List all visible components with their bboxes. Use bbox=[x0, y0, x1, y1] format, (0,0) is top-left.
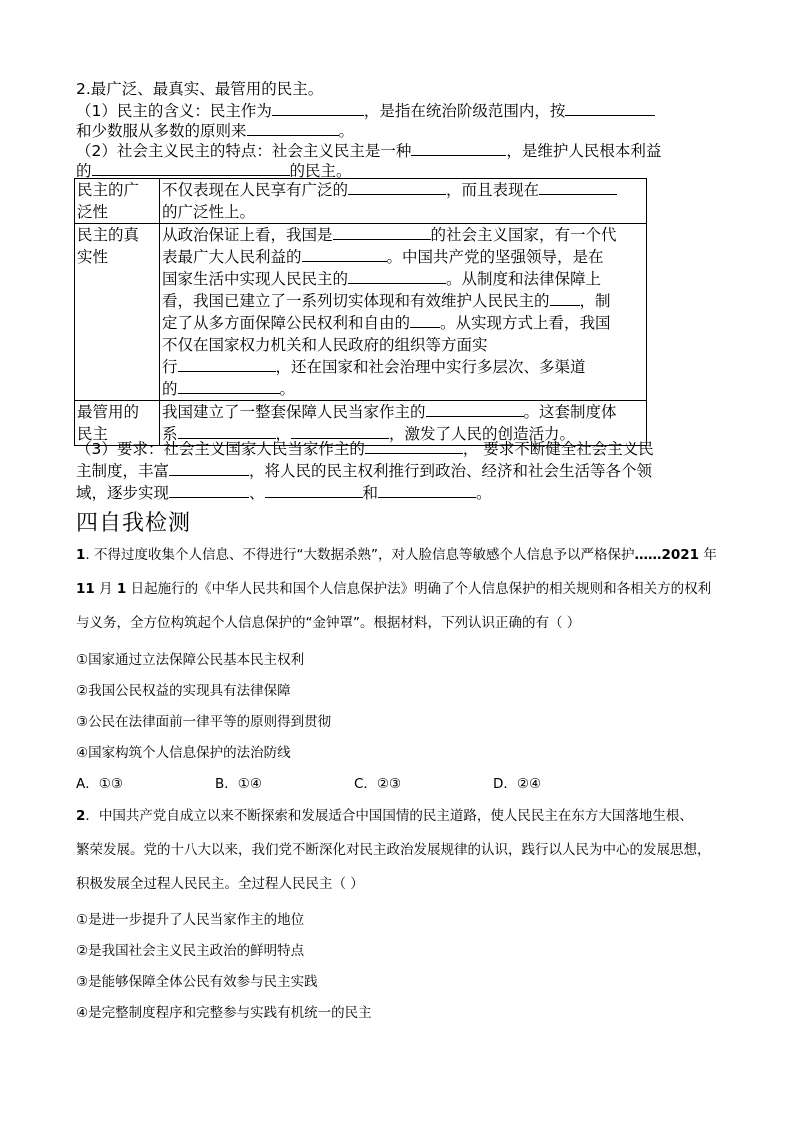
text: 的 bbox=[76, 162, 92, 180]
text: （2）社会主义民主的特点：社会主义民主是一种 bbox=[76, 142, 412, 160]
text: 。 bbox=[279, 380, 296, 398]
text: 。 bbox=[476, 484, 492, 502]
question-2-statement-2: ②是我国社会主义民主政治的鲜明特点 bbox=[76, 943, 305, 959]
text: 1 bbox=[116, 581, 127, 597]
text: 不仅表现在人民享有广泛的 bbox=[162, 181, 349, 199]
text: 从政治保证上看，我国是 bbox=[162, 226, 333, 244]
democracy-features-table bbox=[74, 178, 647, 446]
text: 的广泛性上。 bbox=[162, 203, 256, 221]
row-content bbox=[160, 179, 647, 224]
requirement-line-1 bbox=[76, 438, 654, 460]
text: 年 bbox=[699, 547, 717, 563]
question-number: 2 bbox=[76, 808, 86, 824]
text: ，而且表现在 bbox=[446, 181, 540, 199]
question-1-statement-4: ④国家构筑个人信息保护的法治防线 bbox=[76, 745, 291, 761]
question-1-choices bbox=[76, 772, 541, 792]
answer-blank[interactable] bbox=[539, 179, 617, 195]
answer-blank[interactable] bbox=[178, 356, 276, 372]
text: ，还在国家和社会治理中实行多层次、多渠道 bbox=[275, 358, 586, 376]
text: 与义务，全方位构筑起个人信息保护的“金钟罩”。根据材料，下列认识正确的有（ ） bbox=[76, 615, 581, 631]
text: 的社会主义国家，有一个代 bbox=[430, 226, 617, 244]
row-header bbox=[75, 179, 160, 224]
question-1-line-3 bbox=[76, 613, 580, 633]
text: ， bbox=[275, 425, 292, 443]
socialist-democracy-line-1 bbox=[76, 140, 661, 162]
answer-blank[interactable] bbox=[378, 482, 476, 498]
answer-blank[interactable] bbox=[410, 312, 440, 328]
text: 和 bbox=[362, 484, 379, 502]
row-header-text: 最管用的 bbox=[77, 403, 140, 421]
text: 主制度，丰富 bbox=[76, 462, 170, 480]
text: 、 bbox=[249, 484, 265, 502]
question-1-statement-3: ③公民在法律面前一律平等的原则得到贯彻 bbox=[76, 714, 332, 730]
democracy-meaning-line-2 bbox=[76, 120, 354, 142]
text: 域，逐步实现 bbox=[76, 484, 170, 502]
answer-blank[interactable] bbox=[426, 401, 524, 417]
text: 行 bbox=[162, 358, 178, 376]
text: 。这套制度体 bbox=[523, 403, 617, 421]
row-header-text: 民主 bbox=[77, 425, 109, 443]
text: 不仅在国家权力机关和人民政府的组织等方面实 bbox=[162, 336, 488, 354]
answer-blank[interactable] bbox=[178, 378, 280, 394]
question-2-line-1 bbox=[76, 806, 693, 826]
answer-blank[interactable] bbox=[92, 160, 290, 176]
text: 表最广大人民利益的 bbox=[162, 248, 302, 266]
text: . 不得过度收集个人信息、不得进行“大数据杀熟”，对人脸信息等敏感个人信息予以严格保护 bbox=[85, 547, 635, 563]
choice-c[interactable]: C．②③ bbox=[354, 776, 402, 792]
text: 和少数服从多数的原则来 bbox=[76, 122, 247, 140]
text: 的民主。 bbox=[289, 162, 352, 180]
question-2-line-3: 积极发展全过程人民民主。全过程人民民主（ ） bbox=[76, 876, 364, 892]
row-header-text: 民主的真 bbox=[77, 226, 140, 244]
text: 日起施行的《中华人民共和国个人信息保护法》明确了个人信息保护的相关规则和各相关方的权利 bbox=[126, 581, 712, 597]
row-header bbox=[75, 224, 160, 401]
answer-blank[interactable] bbox=[348, 268, 446, 284]
question-2-line-2: 繁荣发展。党的十八大以来，我们党不断深化对民主政治发展规律的认识，践行以人民为中心的发展思想， bbox=[76, 842, 711, 858]
row-header-text: 泛性 bbox=[77, 203, 109, 221]
question-1-statement-2: ②我国公民权益的实现具有法律保障 bbox=[76, 683, 291, 699]
text: ，制 bbox=[579, 292, 611, 310]
question-2-statement-4: ④是完整制度程序和完整参与实践有机统一的民主 bbox=[76, 1005, 372, 1021]
answer-blank[interactable] bbox=[272, 100, 364, 116]
text: （1）民主的含义：民主作为 bbox=[76, 102, 272, 120]
table-row bbox=[75, 224, 647, 401]
table-row bbox=[75, 179, 647, 224]
answer-blank[interactable] bbox=[169, 460, 249, 476]
answer-blank[interactable] bbox=[265, 482, 363, 498]
text: 的 bbox=[162, 380, 178, 398]
text: 。 bbox=[338, 122, 355, 140]
answer-blank[interactable] bbox=[550, 290, 580, 306]
subsection-title-text: 2.最广泛、最真实、最管用的民主。 bbox=[76, 80, 324, 98]
text: ，是维护人民根本利益 bbox=[506, 142, 662, 160]
row-header-text: 实性 bbox=[77, 248, 109, 266]
answer-blank[interactable] bbox=[302, 246, 387, 262]
section-heading: 四自我检测 bbox=[76, 511, 192, 536]
question-1-statement-1: ①国家通过立法保障公民基本民主权利 bbox=[76, 652, 305, 668]
question-1-line-2 bbox=[76, 579, 711, 599]
row-content bbox=[160, 224, 647, 401]
choice-d[interactable]: D．②④ bbox=[493, 776, 542, 792]
answer-blank[interactable] bbox=[333, 224, 431, 240]
answer-blank[interactable] bbox=[291, 423, 389, 439]
text: 。从制度和法律保障上 bbox=[446, 270, 602, 288]
row-header-text: 民主的广 bbox=[77, 181, 140, 199]
text: 看，我国已建立了一系列切实体现和有效维护人民民主的 bbox=[162, 292, 550, 310]
question-number: 1 bbox=[76, 547, 86, 563]
text: 月 bbox=[94, 581, 117, 597]
text: 系 bbox=[162, 425, 178, 443]
answer-blank[interactable] bbox=[247, 120, 339, 136]
question-2-statement-1: ①是进一步提升了人民当家作主的地位 bbox=[76, 912, 305, 928]
text: ……2021 bbox=[634, 547, 700, 563]
text: 。中国共产党的坚强领导，是在 bbox=[386, 248, 604, 266]
subsection-title bbox=[76, 78, 323, 100]
text: ，将人民的民主权利推行到政治、经济和社会生活等各个领 bbox=[249, 462, 653, 480]
requirement-line-3 bbox=[76, 482, 492, 504]
question-2-statement-3: ③是能够保障全体公民有效参与民主实践 bbox=[76, 974, 318, 990]
democracy-meaning-line-1 bbox=[76, 100, 655, 122]
text: ，激发了人民的创造活力。 bbox=[389, 425, 576, 443]
text: 我国建立了一整套保障人民当家作主的 bbox=[162, 403, 426, 421]
text: ，是指在统治阶级范围内，按 bbox=[363, 102, 566, 120]
text: 国家生活中实现人民民主的 bbox=[162, 270, 349, 288]
text: ．中国共产党自成立以来不断探索和发展适合中国国情的民主道路，使人民民主在东方大国落地生根、 bbox=[85, 808, 693, 824]
text: 定了从多方面保障公民权利和自由的 bbox=[162, 314, 411, 332]
answer-blank[interactable] bbox=[178, 423, 276, 439]
choice-b[interactable]: B．①④ bbox=[215, 776, 262, 792]
text: ， 要求不断健全社会主义民 bbox=[462, 440, 654, 458]
question-1-line-1 bbox=[76, 545, 717, 565]
answer-blank[interactable] bbox=[169, 482, 249, 498]
answer-blank[interactable] bbox=[348, 179, 446, 195]
answer-blank[interactable] bbox=[565, 100, 655, 116]
text: 11 bbox=[76, 581, 95, 597]
text: 。从实现方式上看，我国 bbox=[440, 314, 611, 332]
text: （3）要求：社会主义国家人民当家作主的 bbox=[76, 440, 365, 458]
answer-blank[interactable] bbox=[365, 438, 463, 454]
answer-blank[interactable] bbox=[411, 140, 506, 156]
requirement-line-2 bbox=[76, 460, 652, 482]
choice-a[interactable]: A．①③ bbox=[76, 776, 123, 792]
